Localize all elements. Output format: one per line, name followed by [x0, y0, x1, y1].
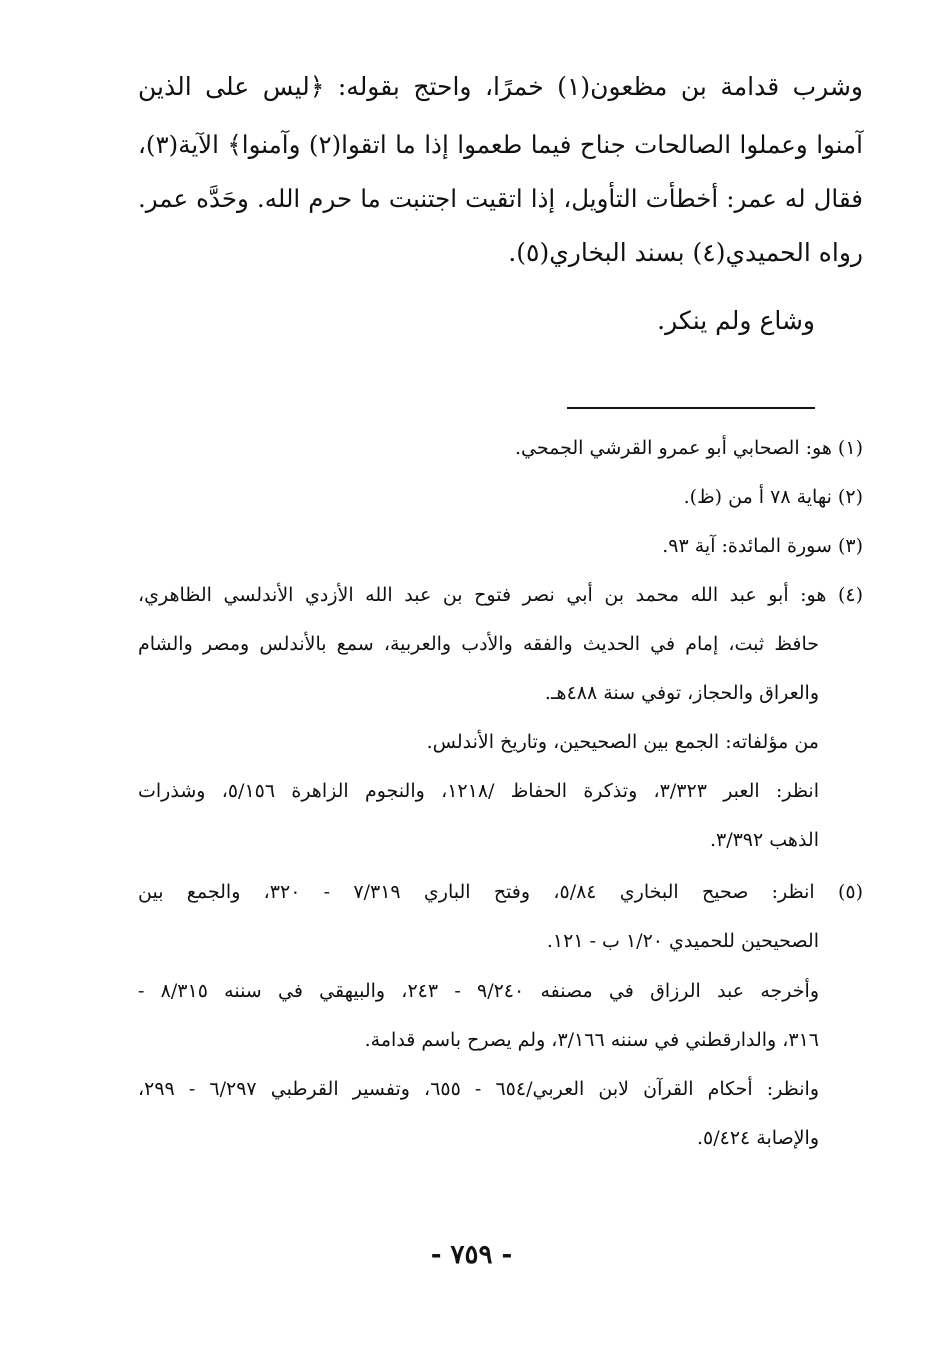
footnote-4-line-2: حافظ ثبت، إمام في الحديث والفقه والأدب والعربية، سمع بالأندلس ومصر والشام — [138, 633, 819, 655]
footnote-4-line-4: من مؤلفاته: الجمع بين الصحيحين، وتاريخ الأندلس. — [426, 731, 819, 753]
footnote-5-line-3: وأخرجه عبد الرزاق في مصنفه ٩/٢٤٠ - ٢٤٣، والبيهقي في سننه ٨/٣١٥ - — [138, 980, 819, 1002]
main-text-line-2: آمنوا وعملوا الصالحات جناح فيما طعموا إذا ما اتقوا(٢) وآمنوا﴾ الآية(٣)، — [138, 130, 863, 159]
footnote-5-line-2: الصحيحين للحميدي ١/٢٠ ب - ١٢١. — [546, 930, 819, 952]
footnote-5-line-4: ٣١٦، والدارقطني في سننه ٣/١٦٦، ولم يصرح باسم قدامة. — [364, 1029, 819, 1051]
page-number: - ٧٥٩ - — [430, 1240, 513, 1270]
footnote-4-line-1: (٤) هو: أبو عبد الله محمد بن أبي نصر فتوح بن عبد الله الأزدي الأندلسي الظاهري، — [138, 584, 863, 606]
main-text-line-4: رواه الحميدي(٤) بسند البخاري(٥). — [508, 238, 863, 267]
footnote-5-line-6: والإصابة ٥/٤٢٤. — [696, 1127, 819, 1149]
footnote-3: (٣) سورة المائدة: آية ٩٣. — [662, 535, 863, 557]
footnote-2: (٢) نهاية ٧٨ أ من (ظ). — [683, 486, 863, 508]
main-text-line-1: وشرب قدامة بن مظعون(١) خمرًا، واحتج بقوله: ﴿ليس على الذين — [138, 72, 863, 101]
footnote-separator — [567, 407, 815, 409]
footnote-5-line-5: وانظر: أحكام القرآن لابن العربي/٦٥٤ - ٦٥٥، وتفسير القرطبي ٦/٢٩٧ - ٢٩٩، — [138, 1078, 820, 1100]
main-text-line-3: فقال له عمر: أخطأت التأويل، إذا اتقيت اجتنبت ما حرم الله. وحَدَّه عمر. — [138, 184, 863, 213]
footnote-4-line-5: انظر: العبر ٣/٣٢٣، وتذكرة الحفاظ /١٢١٨، والنجوم الزاهرة ٥/١٥٦، وشذرات — [138, 780, 819, 802]
main-text-closing: وشاع ولم ينكر. — [657, 306, 815, 335]
footnote-1: (١) هو: الصحابي أبو عمرو القرشي الجمحي. — [515, 437, 863, 459]
footnote-5-line-1: (٥) انظر: صحيح البخاري ٥/٨٤، وفتح الباري ٧/٣١٩ - ٣٢٠، والجمع بين — [138, 881, 864, 903]
footnote-4-line-3: والعراق والحجاز، توفي سنة ٤٨٨هـ. — [544, 682, 819, 704]
footnote-4-line-6: الذهب ٣/٣٩٢. — [709, 829, 819, 851]
